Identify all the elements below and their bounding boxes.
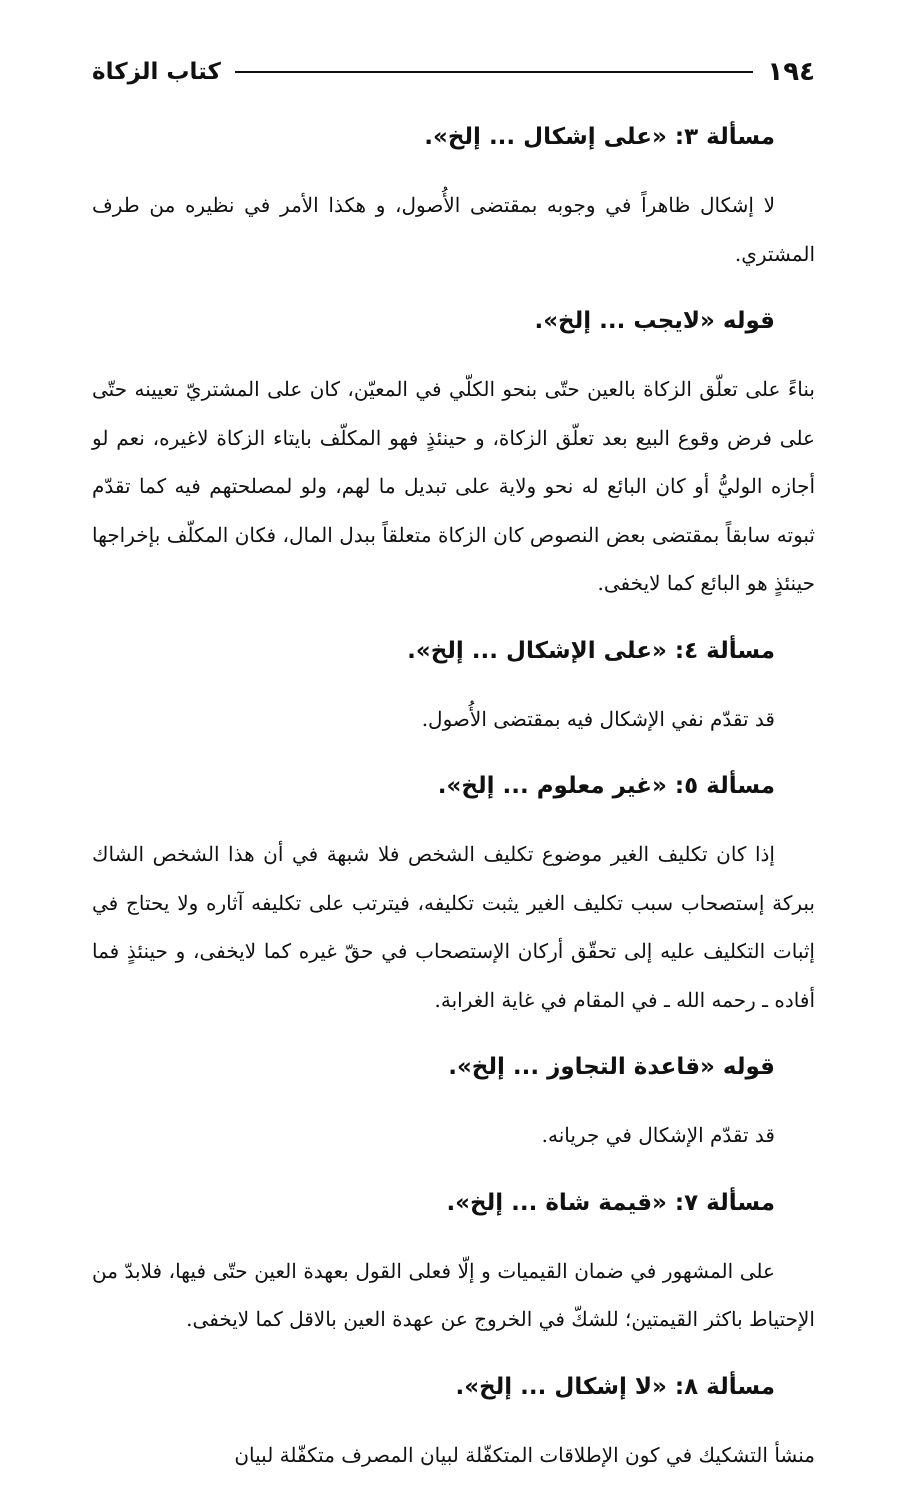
section-text: إذا كان تكليف الغير موضوع تكليف الشخص فلا شبهة في أن هذا الشخص الشاك ببركة إستصحاب سبب تكليف الغير يثبت تكليفه، فيترتب على تكليفه آثاره ولا يحتاج في إثبات التكليف عليه إلى تحقّق أركان الإستصحاب في حقّ غيره كما لايخفى، و حينئذٍ فما أفاده ـ رحمه الله ـ في المقام في غاية الغرابة.: [92, 842, 815, 1012]
section-qa3idat-altajawuz: [92, 1044, 815, 1160]
page-number: ١٩٤: [767, 57, 815, 87]
section-mas3ala-3: [92, 114, 815, 278]
book-title: كتاب الزكاة: [92, 59, 221, 85]
section-text: على المشهور في ضمان القيميات و إلّا فعلى القول بعهدة العين حتّى فيها، فلابدّ من الإحتياط باكثر القيمتين؛ للشكّ في الخروج عن عهدة العين بالاقل كما لايخفى.: [92, 1258, 815, 1331]
section-heading: مسألة ٥: «غير معلوم ... إلخ».: [437, 773, 775, 799]
section-mas3ala-8: [92, 1364, 815, 1480]
section-text: قد تقدّم نفي الإشكال فيه بمقتضى الأُصول.: [421, 706, 775, 731]
section-text: لا إشكال ظاهراً في وجوبه بمقتضى الأُصول، و هكذا الأمر في نظيره من طرف المشتري.: [92, 193, 815, 266]
section-heading: قوله «لايجب ... إلخ».: [534, 308, 775, 334]
section-heading: مسألة ٧: «قيمة شاة ... إلخ».: [446, 1189, 775, 1216]
section-mas3ala-4: [92, 628, 815, 744]
section-mas3ala-7: [92, 1180, 815, 1344]
section-text: منشأ التشكيك في كون الإطلاقات المتكفّلة لبيان المصرف متكفّلة لبيان: [234, 1442, 815, 1467]
section-heading: مسألة ٤: «على الإشكال ... إلخ».: [407, 637, 775, 664]
section-qawluhu-la-yajib: [92, 298, 815, 608]
header-rule: [235, 71, 753, 73]
section-text: بناءً على تعلّق الزكاة بالعين حتّى بنحو الكلّي في المعيّن، كان على المشتريّ تعيينه حتّى على فرض وقوع البيع بعد تعلّق الزكاة، و حينئذٍ فهو المكلّف بايتاء الزكاة لاغيره، نعم لو أجازه الوليُّ أو كان البائع له نحو ولاية على تبديل ما لهم، ولو لمصلحتهم فيه كما تقدّم ثبوته سابقاً بمقتضى بعض النصوص كان الزكاة متعلقاً ببدل المال، فكان المكلّف بإخراجها حينئذٍ هو البائع كما لايخفى.: [92, 377, 815, 595]
section-heading: قوله «قاعدة التجاوز ... إلخ».: [448, 1054, 775, 1080]
document-page: [92, 52, 815, 1499]
page-header: [92, 52, 815, 92]
section-heading: مسألة ٨: «لا إشكال ... إلخ».: [455, 1373, 775, 1400]
section-text: قد تقدّم الإشكال في جريانه.: [541, 1123, 775, 1147]
section-heading: مسألة ٣: «على إشكال ... إلخ».: [424, 124, 775, 150]
section-mas3ala-5: [92, 763, 815, 1024]
